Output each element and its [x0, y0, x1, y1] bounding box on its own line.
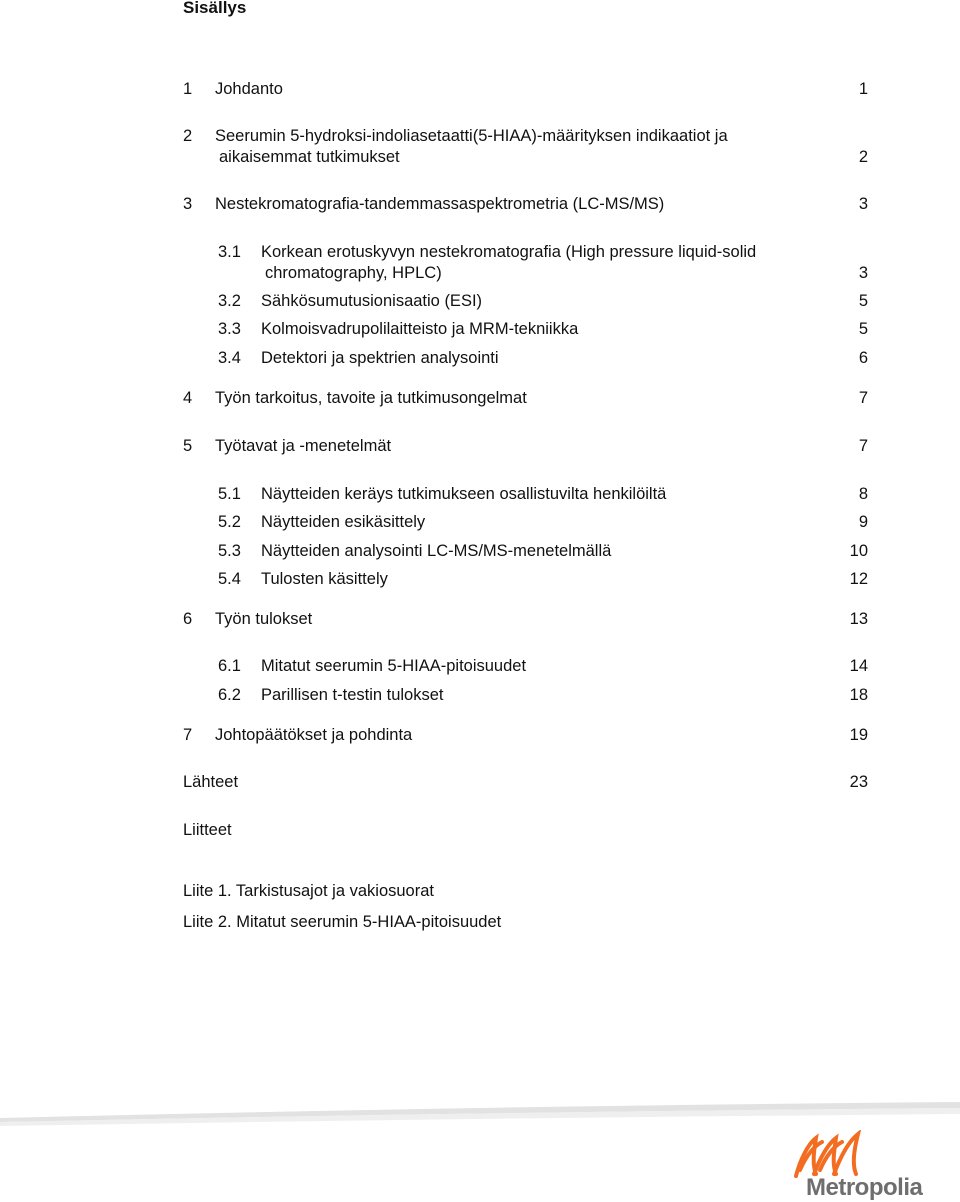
toc-title-continued: chromatography, HPLC): [265, 264, 442, 282]
toc-title: Kolmoisvadrupolilaitteisto ja MRM-tekniikka: [261, 320, 579, 338]
toc-number: 2: [183, 127, 193, 145]
appendix-item[interactable]: Liite 1. Tarkistusajot ja vakiosuorat: [183, 882, 434, 900]
toc-page: 19: [849, 726, 868, 744]
toc-number: 5.3: [218, 542, 241, 560]
toc-title: Työn tulokset: [215, 610, 313, 628]
toc-page: 23: [849, 773, 868, 791]
toc-page: 7: [858, 389, 868, 407]
toc-page: 5: [858, 320, 868, 338]
toc-title: Parillisen t-testin tulokset: [261, 686, 444, 704]
toc-title: Detektori ja spektrien analysointi: [261, 349, 499, 367]
toc-number: 3: [183, 195, 193, 213]
logo-wordmark: Metropolia: [806, 1174, 923, 1201]
footer-band: [0, 1100, 960, 1130]
toc-number: 5.1: [218, 485, 241, 503]
toc-number: 6.1: [218, 657, 241, 675]
toc-page: 1: [858, 80, 868, 98]
toc-title: Seerumin 5-hydroksi-indoliasetaatti(5-HIAA)-määrityksen indikaatiot ja: [215, 127, 728, 145]
toc-number: 3.3: [218, 320, 241, 338]
toc-title: Näytteiden esikäsittely: [261, 513, 426, 531]
toc-page: 3: [858, 264, 868, 282]
toc-number: 3.4: [218, 349, 241, 367]
toc-page: 7: [858, 437, 868, 455]
toc-page: 18: [849, 686, 868, 704]
toc-page: 2: [858, 148, 868, 166]
toc-number: 1: [183, 80, 193, 98]
toc-title: Johdanto: [215, 80, 283, 98]
toc-title: Korkean erotuskyvyn nestekromatografia (High pressure liquid-solid: [261, 243, 757, 261]
toc-page: 13: [849, 610, 868, 628]
toc-number: 7: [183, 726, 193, 744]
toc-title: Nestekromatografia-tandemmassaspektrometria (LC-MS/MS): [215, 195, 665, 213]
appendix-item[interactable]: Liite 2. Mitatut seerumin 5-HIAA-pitoisuudet: [183, 913, 502, 931]
toc-number: 5.2: [218, 513, 241, 531]
toc-page: 10: [849, 542, 868, 560]
toc-page: 6: [858, 349, 868, 367]
references-title: Lähteet: [183, 773, 239, 791]
toc-title: Työtavat ja -menetelmät: [215, 437, 392, 455]
toc-title: Näytteiden analysointi LC-MS/MS-menetelmällä: [261, 542, 612, 560]
toc-number: 4: [183, 389, 193, 407]
toc-page: 3: [858, 195, 868, 213]
toc-title-continued: aikaisemmat tutkimukset: [219, 148, 400, 166]
toc-title: Mitatut seerumin 5-HIAA-pitoisuudet: [261, 657, 527, 675]
toc-number: 3.1: [218, 243, 241, 261]
toc-number: 6.2: [218, 686, 241, 704]
page-title: Sisällys: [183, 0, 247, 17]
toc-number: 3.2: [218, 292, 241, 310]
toc-page: 5: [858, 292, 868, 310]
toc-title: Tulosten käsittely: [261, 570, 388, 588]
toc-number: 5.4: [218, 570, 241, 588]
toc-title: Näytteiden keräys tutkimukseen osallistuvilta henkilöiltä: [261, 485, 667, 503]
appendices-heading: Liitteet: [183, 821, 232, 839]
toc-title: Työn tarkoitus, tavoite ja tutkimusongelmat: [215, 389, 527, 407]
toc-page: 9: [858, 513, 868, 531]
toc-title: Sähkösumutusionisaatio (ESI): [261, 292, 483, 310]
toc-page: 12: [849, 570, 868, 588]
toc-title: Johtopäätökset ja pohdinta: [215, 726, 413, 744]
toc-number: 6: [183, 610, 193, 628]
toc-page: 14: [849, 657, 868, 675]
toc-page: 8: [858, 485, 868, 503]
toc-number: 5: [183, 437, 193, 455]
